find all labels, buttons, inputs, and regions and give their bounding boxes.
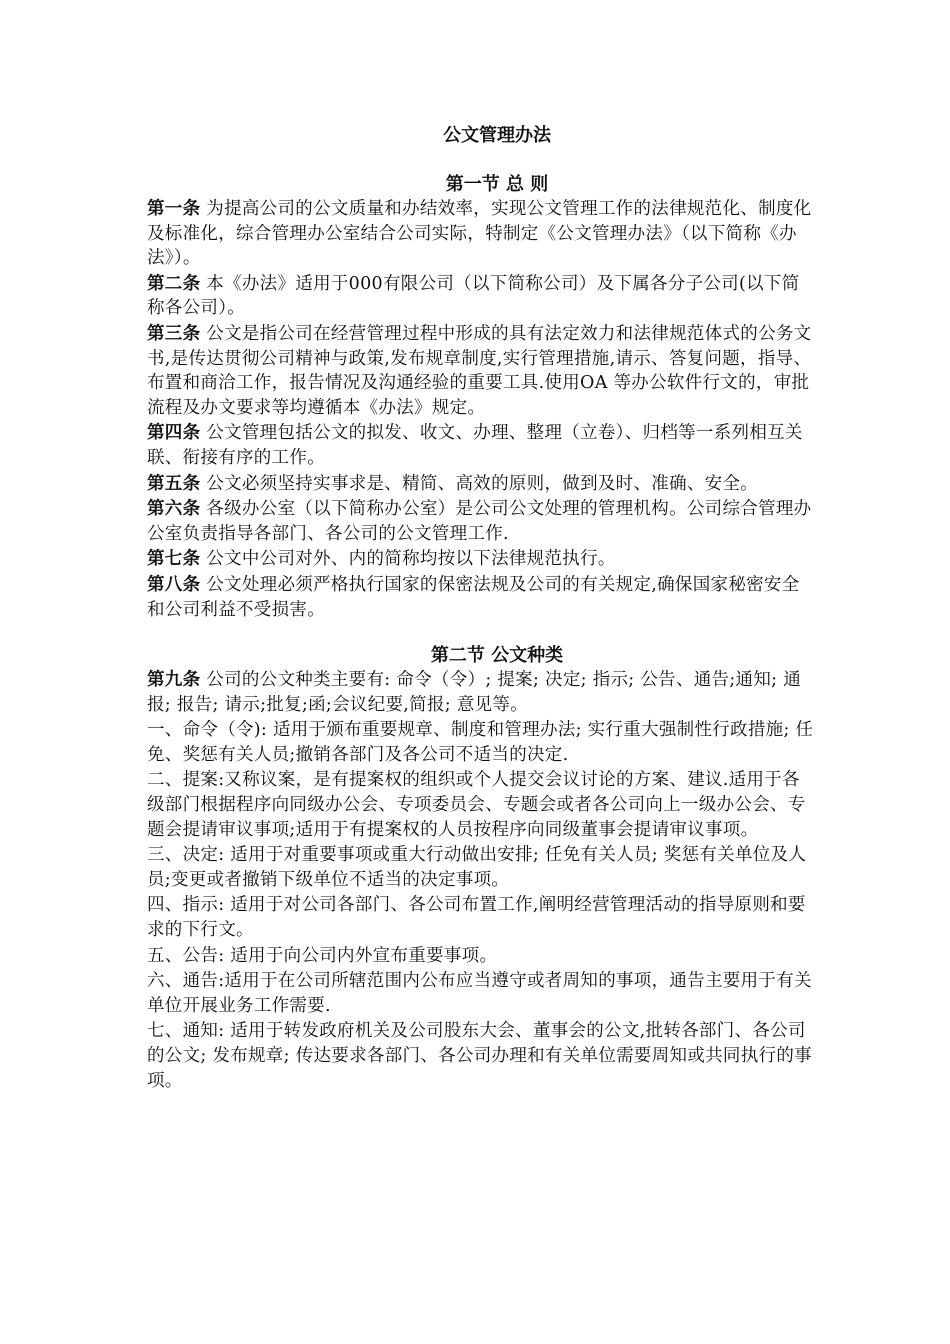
section-2 bbox=[147, 644, 817, 1093]
article-number: 第三条 bbox=[147, 323, 201, 344]
article-number: 第八条 bbox=[147, 574, 201, 595]
article-number: 第七条 bbox=[147, 549, 201, 570]
paragraph-text: 一、命令（令): 适用于颁布重要规章、制度和管理办法; 实行重大强制性行政措施; 任免、奖惩有关人员;撤销各部门及各公司不适当的决定. bbox=[147, 720, 814, 765]
paragraph-text: 本《办法》适用于000有限公司（以下简称公司）及下属各分子公司(以下简称各公司）。 bbox=[147, 273, 800, 319]
paragraph-text: 公司的公文种类主要有: 命令（令）; 提案; 决定; 指示; 公告、通告;通知; 通报; 报告; 请示;批复;函;会议纪要,简报; 意见等。 bbox=[147, 670, 802, 715]
paragraph bbox=[147, 718, 817, 767]
paragraph-text: 四、指示: 适用于对公司各部门、各公司布置工作,阐明经营管理活动的指导原则和要求的下行文。 bbox=[147, 895, 806, 941]
paragraph-text: 五、公告: 适用于向公司内外宣布重要事项。 bbox=[147, 945, 498, 966]
paragraph-text: 公文必须坚持实事求是、精简、高效的原则，做到及时、准确、安全。 bbox=[200, 473, 759, 494]
document-title: 公文管理办法 bbox=[443, 125, 551, 146]
paragraph bbox=[147, 272, 817, 321]
paragraph-text: 公文管理包括公文的拟发、收文、办理、整理（立卷）、归档等一系列相互关联、衔接有序的工作。 bbox=[147, 423, 803, 468]
paragraph bbox=[147, 421, 817, 470]
paragraph bbox=[147, 497, 817, 546]
article-number: 第五条 bbox=[147, 473, 201, 494]
paragraph bbox=[147, 547, 817, 572]
paragraph bbox=[147, 944, 817, 969]
paragraph bbox=[147, 969, 817, 1018]
paragraph bbox=[147, 573, 817, 622]
article-number: 第九条 bbox=[147, 670, 201, 691]
paragraph-text: 公文是指公司在经营管理过程中形成的具有法定效力和法律规范体式的公务文书,是传达贯彻公司精神与政策,发布规章制度,实行管理措施,请示、答复问题，指导、布置和商洽工作，报告情况及沟通经验的重要工具.使用OA 等办公软件行文的，审批流程及办文要求等均遵循本《办法》规定。 bbox=[147, 323, 812, 418]
paragraph-text: 为提高公司的公文质量和办结效率，实现公文管理工作的法律规范化、制度化及标准化，综合管理办公室结合公司实际，特制定《公文管理办法》（以下简称《办法》）。 bbox=[147, 199, 812, 269]
paragraph bbox=[147, 197, 817, 271]
section-1 bbox=[147, 173, 817, 622]
article-number: 第四条 bbox=[147, 423, 201, 444]
paragraph bbox=[147, 843, 817, 892]
article-number: 第六条 bbox=[147, 499, 201, 520]
document-page bbox=[147, 124, 817, 1094]
article-number: 第二条 bbox=[147, 273, 201, 294]
paragraph-text: 七、通知: 适用于转发政府机关及公司股东大会、董事会的公文,批转各部门、各公司的公文; 发布规章; 传达要求各部门、各公司办理和有关单位需要周知或共同执行的事项。 bbox=[147, 1021, 812, 1091]
paragraph-text: 公文处理必须严格执行国家的保密法规及公司的有关规定,确保国家秘密安全和公司利益不受损害。 bbox=[147, 574, 800, 620]
paragraph-text: 二、提案:又称议案，是有提案权的组织或个人提交会议讨论的方案、建议.适用于各级部门根据程序向同级办公会、专项委员会、专题会或者各公司向上一级办公会、专题会提请审议事项;适用于有提案权的人员按程序向同级董事会提请审议事项。 bbox=[147, 770, 806, 840]
paragraph-text: 三、决定: 适用于对重要事项或重大行动做出安排; 任免有关人员; 奖惩有关单位及人员;变更或者撤销下级单位不适当的决定事项。 bbox=[147, 845, 807, 890]
paragraph bbox=[147, 472, 817, 497]
paragraph bbox=[147, 322, 817, 420]
paragraph bbox=[147, 668, 817, 717]
paragraph bbox=[147, 893, 817, 942]
paragraph-text: 公文中公司对外、内的简称均按以下法律规范执行。 bbox=[200, 549, 616, 570]
paragraph bbox=[147, 1019, 817, 1093]
section-title: 第二节 公文种类 bbox=[430, 645, 564, 667]
paragraph bbox=[147, 768, 817, 842]
section-title: 第一节 总 则 bbox=[445, 174, 549, 195]
paragraph-text: 各级办公室（以下简称办公室）是公司公文处理的管理机构。公司综合管理办公室负责指导各部门、各公司的公文管理工作. bbox=[147, 499, 812, 544]
article-number: 第一条 bbox=[147, 199, 201, 219]
paragraph-text: 六、通告:适用于在公司所辖范围内公布应当遵守或者周知的事项，通告主要用于有关单位开展业务工作需要. bbox=[147, 971, 812, 1016]
